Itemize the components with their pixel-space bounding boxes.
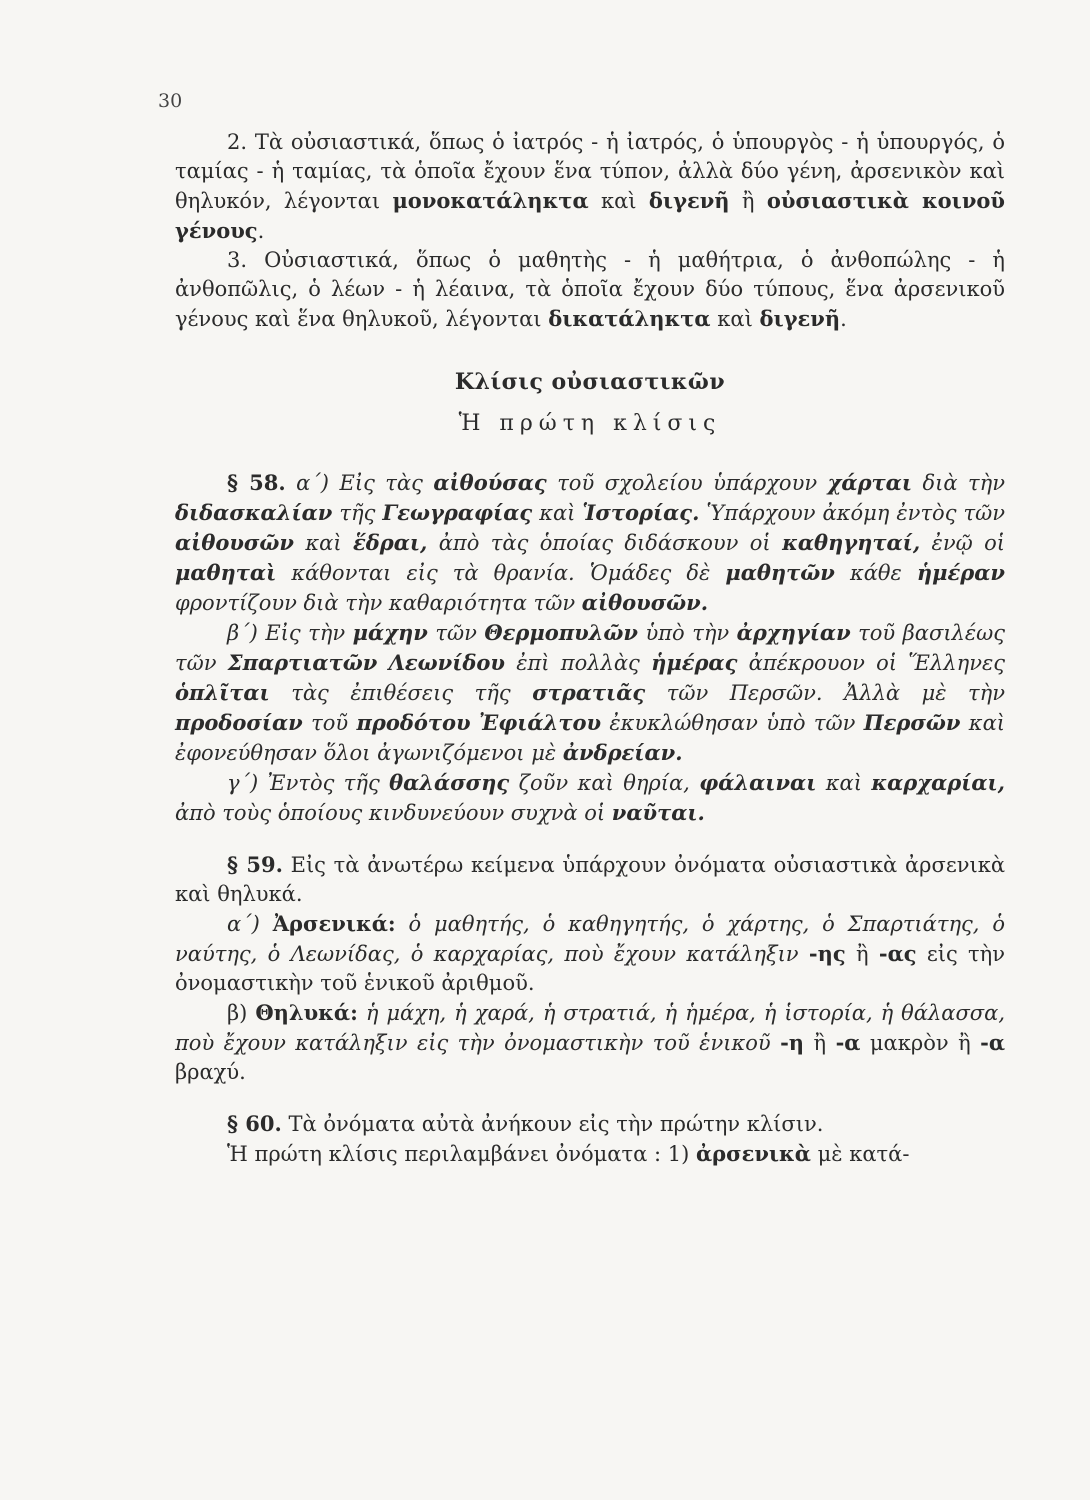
section-number: § 58.: [227, 470, 286, 495]
section-58-gamma: γ΄) Ἐντὸς τῆς θαλάσσης ζοῦν καὶ θηρία, φάλαιναι καὶ καρχαρίαι, ἀπὸ τοὺς ὁποίους κινδυνεύουν συχνὰ οἱ ναῦται.: [175, 770, 1005, 825]
term: οὐσιαστικὰ κοινοῦ γένους: [175, 188, 1005, 243]
term: διγενῆ: [648, 188, 730, 213]
paragraph-2: 2. Τὰ οὐσιαστικά, ὅπως ὁ ἰατρός - ἡ ἰατρός, ὁ ὑπουργὸς - ἡ ὑπουργός, ὁ ταμίας - ἡ ταμίας, τὰ ὁποῖα ἔχουν ἕνα τύπον, ἀλλὰ δύο γένη, ἀρσενικὸν καὶ θηλυκόν, λέγονται μονοκατάληκτα καὶ διγενῆ ἢ οὐσιαστικὰ κοινοῦ γένους.: [175, 130, 1005, 243]
section-58-alpha: § 58. α΄) Εἰς τὰς αἰθούσας τοῦ σχολείου ὑπάρχουν χάρται διὰ τὴν διδασκαλίαν τῆς Γεωγραφίας καὶ Ἱστορίας. Ὑπάρχουν ἀκόμη ἐντὸς τῶν αἰθουσῶν καὶ ἕδραι, ἀπὸ τὰς ὁποίας διδάσκουν οἱ καθηγηταί, ἐνῷ οἱ μαθηταὶ κάθονται εἰς τὰ θρανία. Ὁμάδες δὲ μαθητῶν κάθε ἡμέραν φροντίζουν διὰ τὴν καθαριότητα τῶν αἰθουσῶν.: [175, 470, 1006, 615]
term: μονοκατάληκτα: [392, 188, 589, 213]
para-number: 3.: [227, 248, 265, 272]
paragraph-3: 3. Οὐσιαστικά, ὅπως ὁ μαθητὴς - ἡ μαθήτρια, ὁ ἀνθοπώλης - ἡ ἀνθοπῶλις, ὁ λέων - ἡ λέαινα, τὰ ὁποῖα ἔχουν δύο τύπους, ἕνα ἀρσενικοῦ γένους καὶ ἕνα θηλυκοῦ, λέγονται δικατάληκτα καὶ διγενῆ.: [175, 248, 1006, 331]
page-number: 30: [158, 90, 183, 112]
term: δικατάληκτα: [548, 306, 711, 331]
section-number: § 60.: [227, 1111, 282, 1136]
section-58-beta: β΄) Εἰς τὴν μάχην τῶν Θερμοπυλῶν ὑπὸ τὴν ἀρχηγίαν τοῦ βασιλέως τῶν Σπαρτιατῶν Λεωνίδου ἐπὶ πολλὰς ἡμέρας ἀπέκρουον οἱ Ἕλληνες ὁπλῖται τὰς ἐπιθέσεις τῆς στρατιᾶς τῶν Περσῶν. Ἀλλὰ μὲ τὴν προδοσίαν τοῦ προδότου Ἐφιάλτου ἐκυκλώθησαν ὑπὸ τῶν Περσῶν καὶ ἐφονεύθησαν ὅλοι ἀγωνιζόμενοι μὲ ἀνδρείαν.: [175, 620, 1006, 765]
section-60-continued: Ἡ πρώτη κλίσις περιλαμβάνει ὀνόματα : 1) ἀρσενικὰ μὲ κατά-: [227, 1141, 910, 1166]
section-subheading: Ἡ πρώτη κλίσις: [458, 411, 722, 436]
section-number: § 59.: [227, 852, 283, 877]
section-59-beta: β) Θηλυκά: ἡ μάχη, ἡ χαρά, ἡ στρατιά, ἡ ἡμέρα, ἡ ἱστορία, ἡ θάλασσα, ποὺ ἔχουν κατάληξιν εἰς τὴν ὀνομαστικὴν τοῦ ἑνικοῦ -η ἢ -α μακρὸν ἢ -α βραχύ.: [175, 1000, 1006, 1084]
section-59: § 59. Εἰς τὰ ἀνωτέρω κείμενα ὑπάρχουν ὀνόματα οὐσιαστικὰ ἀρσενικὰ καὶ θηλυκά.: [175, 852, 1006, 906]
section-heading: Κλίσις οὐσιαστικῶν: [454, 369, 726, 395]
term: διγενῆ: [759, 306, 841, 331]
section-60: § 60. Τὰ ὀνόματα αὐτὰ ἀνήκουν εἰς τὴν πρώτην κλίσιν.: [227, 1111, 824, 1136]
section-59-alpha: α΄) Ἀρσενικά: ὁ μαθητής, ὁ καθηγητής, ὁ χάρτης, ὁ Σπαρτιάτης, ὁ ναύτης, ὁ Λεωνίδας, ὁ καρχαρίας, ποὺ ἔχουν κατάληξιν -ης ἢ -ας εἰς τὴν ὀνομαστικὴν τοῦ ἑνικοῦ ἀριθμοῦ.: [175, 911, 1005, 995]
page-body: [175, 128, 1005, 1169]
para-number: 2.: [227, 130, 255, 154]
